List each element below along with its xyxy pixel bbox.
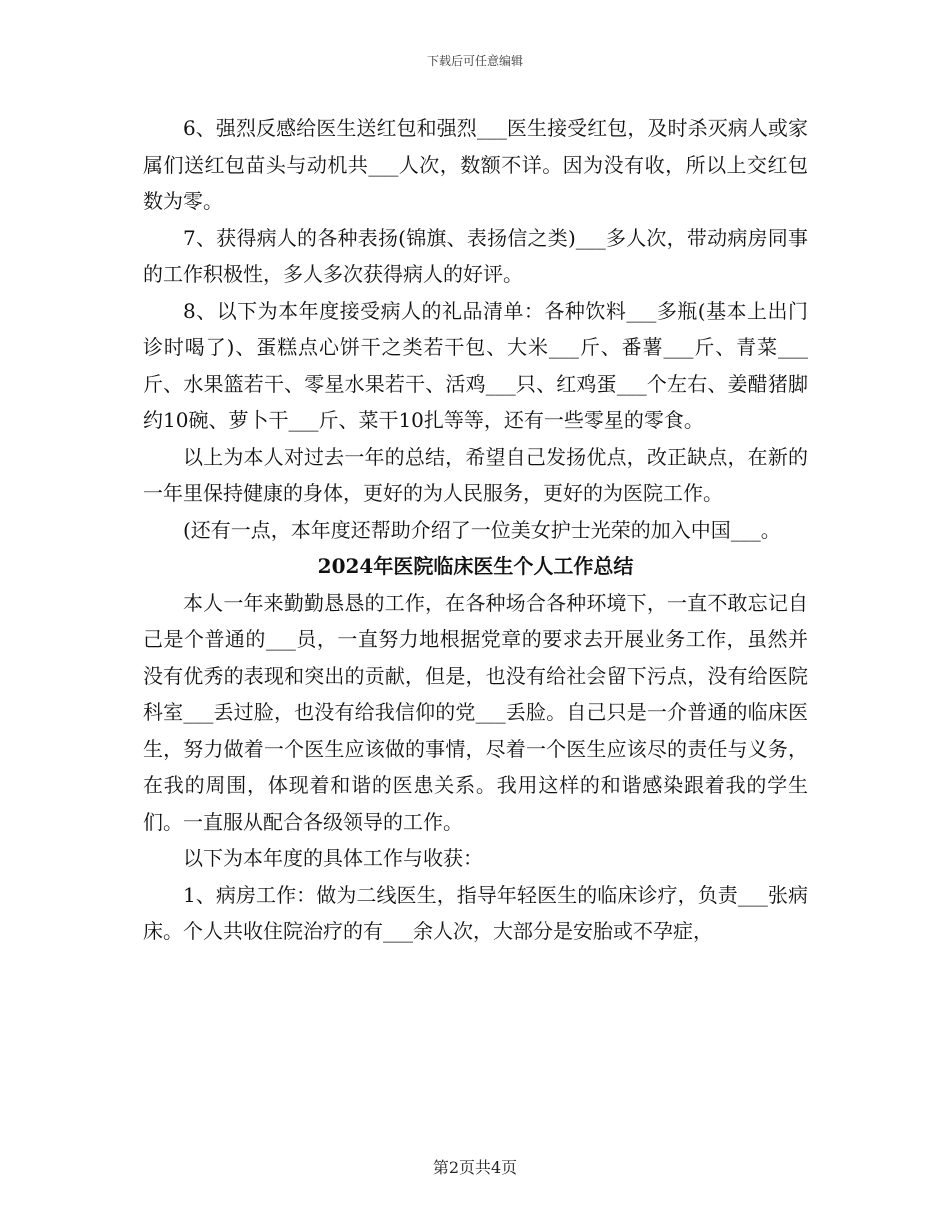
paragraph-note: (还有一点，本年度还帮助介绍了一位美女护士光荣的加入中国___。 bbox=[183, 517, 781, 542]
paragraph-item-8: 8、以下为本年度接受病人的礼品清单：各种饮料___多瓶(基本上出门诊时喝了)、蛋糕点心饼干之类若干包、大米___斤、番薯___斤、青菜___斤、水果篮若干、零星水果若干、活鸡___只、红鸡蛋___个左右、姜醋猪脚约10碗、萝卜干___斤、菜干10扎等等，还有一些零星的零食。 bbox=[143, 298, 808, 432]
page-header: 下载后可任意编辑 bbox=[426, 54, 523, 68]
paragraph-intro: 本人一年来勤勤恳恳的工作，在各种场合各种环境下，一直不敢忘记自己是个普通的___员，一直努力地根据党章的要求去开展业务工作，虽然并没有优秀的表现和突出的贡献，但是，也没有给社会留下污点，没有给医院科室___丢过脸，也没有给我信仰的党___丢脸。自己只是一介普通的临床医生，努力做着一个医生应该做的事情，尽着一个医生应该尽的责任与义务，在我的周围，体现着和谐的医患关系。我用这样的和谐感染跟着我的学生们。一直服从配合各级领导的工作。 bbox=[143, 590, 808, 834]
paragraph-summary: 以上为本人对过去一年的总结，希望自己发扬优点，改正缺点，在新的一年里保持健康的身体，更好的为人民服务，更好的为医院工作。 bbox=[143, 444, 808, 505]
paragraph-item-1: 1、病房工作：做为二线医生，指导年轻医生的临床诊疗，负责___张病床。个人共收住院治疗的有___余人次，大部分是安胎或不孕症， bbox=[143, 882, 808, 943]
paragraph-lead: 以下为本年度的具体工作与收获： bbox=[183, 846, 483, 870]
section-title: 2024年医院临床医生个人工作总结 bbox=[317, 554, 634, 578]
paragraph-item-6: 6、强烈反感给医生送红包和强烈___医生接受红包，及时杀灭病人或家属们送红包苗头与动机共___人次，数额不详。因为没有收，所以上交红包数为零。 bbox=[143, 116, 808, 213]
document-body bbox=[143, 110, 808, 950]
paragraph-item-7: 7、获得病人的各种表扬(锦旗、表扬信之类)___多人次，带动病房同事的工作积极性，多人多次获得病人的好评。 bbox=[143, 225, 808, 286]
page-number: 第2页共4页 bbox=[432, 1158, 518, 1177]
